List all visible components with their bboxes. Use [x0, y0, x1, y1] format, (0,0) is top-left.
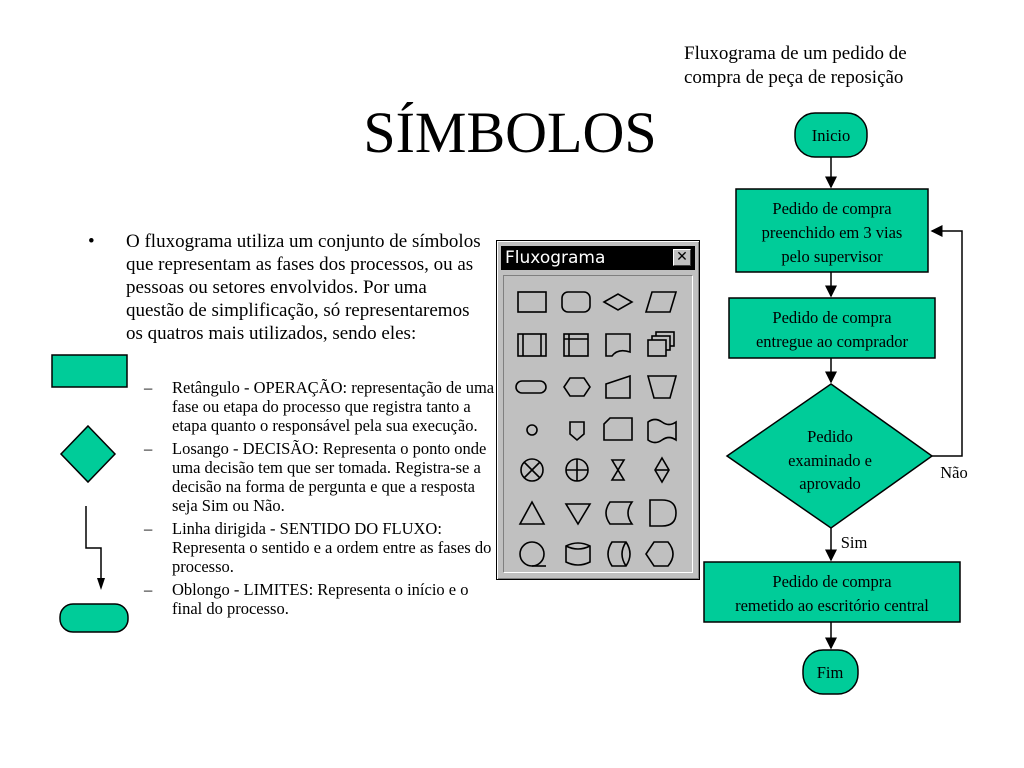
decision-label-line1: Pedido [807, 427, 853, 446]
sub-item-text: Retângulo - OPERAÇÃO: representação de uma fase ou etapa do processo que registra tanto a etapa quanto o responsável pela sua execução. [172, 378, 495, 435]
step2-label-line1: Pedido de compra [772, 308, 892, 327]
flow-arrow-no-loop [932, 231, 962, 456]
dash-marker: – [144, 439, 153, 458]
flowchart-caption-line-1: Fluxograma de um pedido de [684, 43, 907, 64]
step3-label-line2: remetido ao escritório central [735, 596, 929, 615]
start-label: Inicio [811, 126, 851, 145]
dash-marker: – [144, 378, 153, 397]
step3-label-line1: Pedido de compra [772, 572, 892, 591]
slide-title: SÍMBOLOS [363, 100, 657, 165]
step1-label-line3: pelo supervisor [781, 247, 883, 266]
bullet-marker: • [88, 231, 95, 252]
step2-label-line2: entregue ao comprador [755, 332, 909, 351]
sub-item-text: Oblongo - LIMITES: Representa o início e o final do processo. [172, 580, 469, 618]
end-label: Fim [816, 663, 844, 682]
step1-label-line1: Pedido de compra [772, 199, 892, 218]
close-icon: ✕ [676, 249, 688, 265]
step1-label-line2: preenchido em 3 vias [761, 223, 903, 242]
decision-label-line3: aprovado [799, 474, 861, 493]
yes-branch-label: Sim [840, 533, 868, 552]
dash-marker: – [144, 519, 153, 538]
flowchart-caption-line-2: compra de peça de reposição [684, 67, 904, 88]
dash-marker: – [144, 580, 153, 599]
decision-label-line2: examinado e [788, 451, 872, 470]
toolbox-title: Fluxograma [505, 248, 606, 268]
no-branch-label: Não [940, 463, 968, 482]
sub-item-text: Losango - DECISÃO: Representa o ponto onde uma decisão tem que ser tomada. Registra-se a decisão na forma de pergunta e que a resposta seja Sim ou Não. [172, 439, 487, 515]
main-bullet-text: O fluxograma utiliza um conjunto de símbolos que representam as fases dos processos, ou as pessoas ou setores envolvidos. Por uma questão de simplificação, só representaremos os quatros mais utilizados, sendo eles: [126, 231, 481, 344]
sub-item-text: Linha dirigida - SENTIDO DO FLUXO: Representa o sentido e a ordem entre as fases do processo. [172, 519, 492, 576]
